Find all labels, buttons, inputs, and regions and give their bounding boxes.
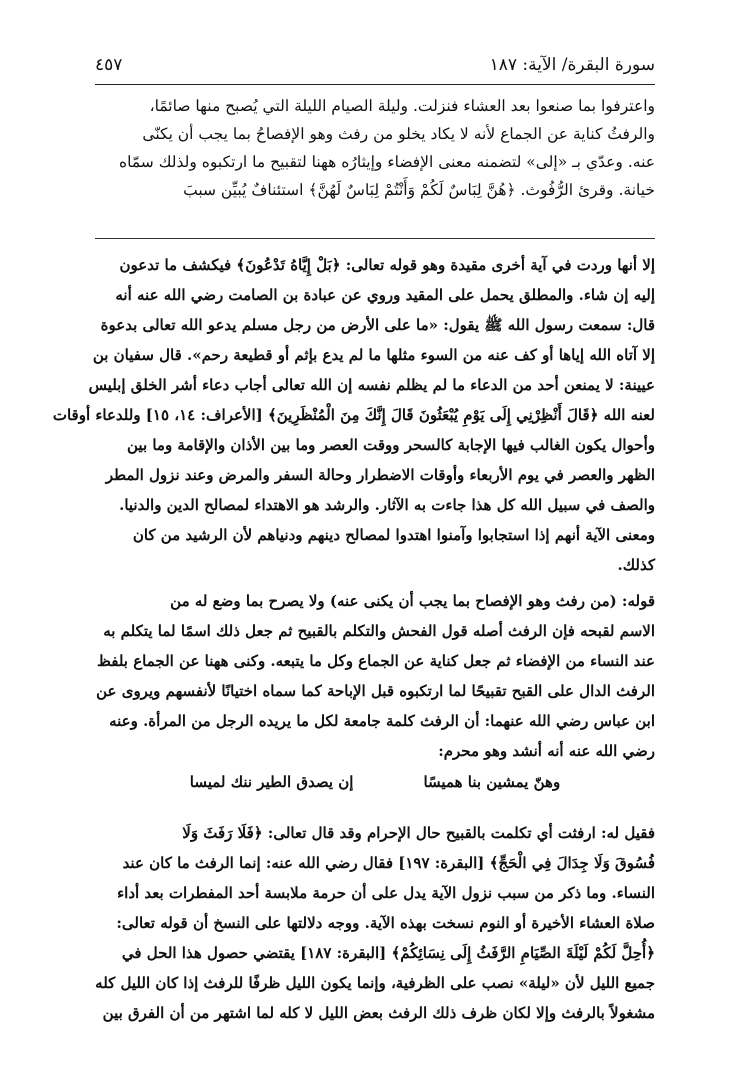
commentary-line: الرفث الدال على القبح تقبيحًا لما ارتكبوه قبل الإباحة كما سماه اختيانًا لأنفسهم ويروى عن (96, 682, 655, 700)
commentary-line: والصف في سبيل الله كل هذا جاءت به الآثار. والرشد هو الاهتداء لمصالح الدين والدنيا. (119, 496, 655, 514)
commentary-line: فُسُوقَ وَلَا جِدَالَ فِي الْحَجِّ﴾ [البقرة: ١٩٧] فقال رضي الله عنه: إنما الرفث ما كان عند (122, 854, 655, 872)
poetry-verse (95, 762, 655, 802)
commentary-line: رضي الله عنه أنه أنشد وهو محرم: (438, 742, 655, 760)
tafsir-line: خيانة. وقرئ الرُّفُوث. ﴿هُنَّ لِبَاسٌ لَكُمْ وَأَنْتُمْ لِبَاسٌ لَهُنَّ﴾ استئنافٌ يُبيِّن سببَ (183, 181, 655, 199)
tafsir-line: واعترفوا بما صنعوا بعد العشاء فنزلت. وليلة الصيام الليلة التي يُصبح منها صائمًا، (149, 97, 655, 115)
commentary-line: النساء. وما ذكر من سبب نزول الآية يدل على أن حرمة ملابسة أحد المفطرات بعد أداء (117, 884, 655, 902)
page-header (95, 50, 655, 80)
commentary-block-1 (52, 250, 655, 580)
commentary-line: لعنه الله ﴿قَالَ أَنْظِرْنِي إِلَى يَوْمِ يُبْعَثُونَ قَالَ إِنَّكَ مِنَ الْمُنْظَرِينَ﴾ [الأعراف: ١٤، ١٥] وللدعاء أوقات (52, 406, 655, 424)
verse-hemistich-right: وهنّ يمشين بنا هميسًا (423, 773, 561, 791)
commentary-line: الظهر والعصر في يوم الأربعاء وأوقات الاضطرار وحالة السفر والمرض وعند نزول المطر (105, 466, 655, 484)
commentary-block-2 (95, 586, 655, 766)
tafsir-line: عنه. وعدّي بـ «إلى» لتضمنه معنى الإفضاء وإيثارُه ههنا لتقبيح ما ارتكبوه ولذلك سمّاه (118, 153, 655, 171)
commentary-line: عند النساء من الإفضاء ثم جعل كناية عن الجماع وكل ما يتبعه. وكنى ههنا عن الجماع بلفظ (97, 652, 655, 670)
page-number: ٤٥٧ (95, 55, 123, 75)
verse-hemistich-left: إن يصدق الطير ننك لميسا (189, 773, 354, 791)
page-header-title: سورة البقرة/ الآية: ١٨٧ (489, 55, 655, 75)
section-separator (95, 238, 655, 239)
commentary-line: ﴿أُحِلَّ لَكُمْ لَيْلَةَ الصِّيَامِ الرَّفَثُ إِلَى نِسَائِكُمْ﴾ [البقرة: ١٨٧] يقتضي حصول هذا الحل في (121, 944, 655, 962)
commentary-line: الاسم لقبحه فإن الرفث أصله قول الفحش والتكلم بالقبيح ثم جعل ذلك اسمًا لما يتكلم به (103, 622, 655, 640)
commentary-line: صلاة العشاء الأخيرة أو النوم نسخت بهذه الآية. ووجه دلالتها على النسخ أن قوله تعالى: (116, 914, 655, 932)
header-rule (95, 84, 655, 85)
commentary-line: كذلك. (617, 556, 655, 574)
commentary-line: ومعنى الآية أنهم إذا استجابوا وآمنوا اهتدوا لمصالح دينهم ودنياهم لأن الرشيد من كان (132, 526, 655, 544)
commentary-line: مشغولاً بالرفث وإلا لكان ظرف ذلك الرفث بعض الليل لا كله لما اشتهر من أن الفرق بين (102, 1004, 655, 1022)
commentary-line: وأحوال يكون الغالب فيها الإجابة كالسحر ووقت العصر وما بين الأذان والإقامة وما بين (127, 436, 655, 454)
commentary-line: إلا أنها وردت في آية أخرى مقيدة وهو قوله تعالى: ﴿بَلْ إِيَّاهُ تَدْعُونَ﴾ فيكشف ما تدعون (119, 256, 655, 274)
commentary-line: قوله: (من رفث وهو الإفصاح بما يجب أن يكنى عنه) ولا يصرح بما وضع له من (170, 592, 655, 610)
commentary-line: إلا آتاه الله إياها أو كف عنه من السوء مثلها ما لم يدع بإثم أو قطيعة رحم». قال سفيان بن (92, 346, 655, 364)
commentary-line: قال: سمعت رسول الله ﷺ يقول: «ما على الأرض من رجل مسلم يدعو الله تعالى بدعوة (100, 316, 655, 334)
commentary-line: فقيل له: ارفثت أي تكلمت بالقبيح حال الإحرام وقد قال تعالى: ﴿فَلَا رَفَثَ وَلَا (182, 824, 655, 842)
commentary-line: ابن عباس رضي الله عنهما: أن الرفث كلمة جامعة لكل ما يريده الرجل من المرأة. وعنه (109, 712, 655, 730)
commentary-block-3 (95, 818, 655, 1028)
tafsir-text-block (95, 92, 655, 204)
tafsir-line: والرفثُ كناية عن الجماع لأنه لا يكاد يخلو من رفث وهو الإفصاحُ بما يجب أن يكنّى (142, 125, 655, 143)
commentary-line: عيينة: لا يمنعن أحد من الدعاء ما لم يظلم نفسه إن الله تعالى أجاب دعاء أشر الخلق إبليس (88, 376, 655, 394)
commentary-line: جميع الليل لأن «ليلة» نصب على الظرفية، وإنما يكون الليل ظرفًا للرفث إذا كان الليل كله (95, 974, 655, 992)
commentary-line: إليه إن شاء. والمطلق يحمل على المقيد وروي عن عبادة بن الصامت رضي الله عنه أنه (115, 286, 655, 304)
